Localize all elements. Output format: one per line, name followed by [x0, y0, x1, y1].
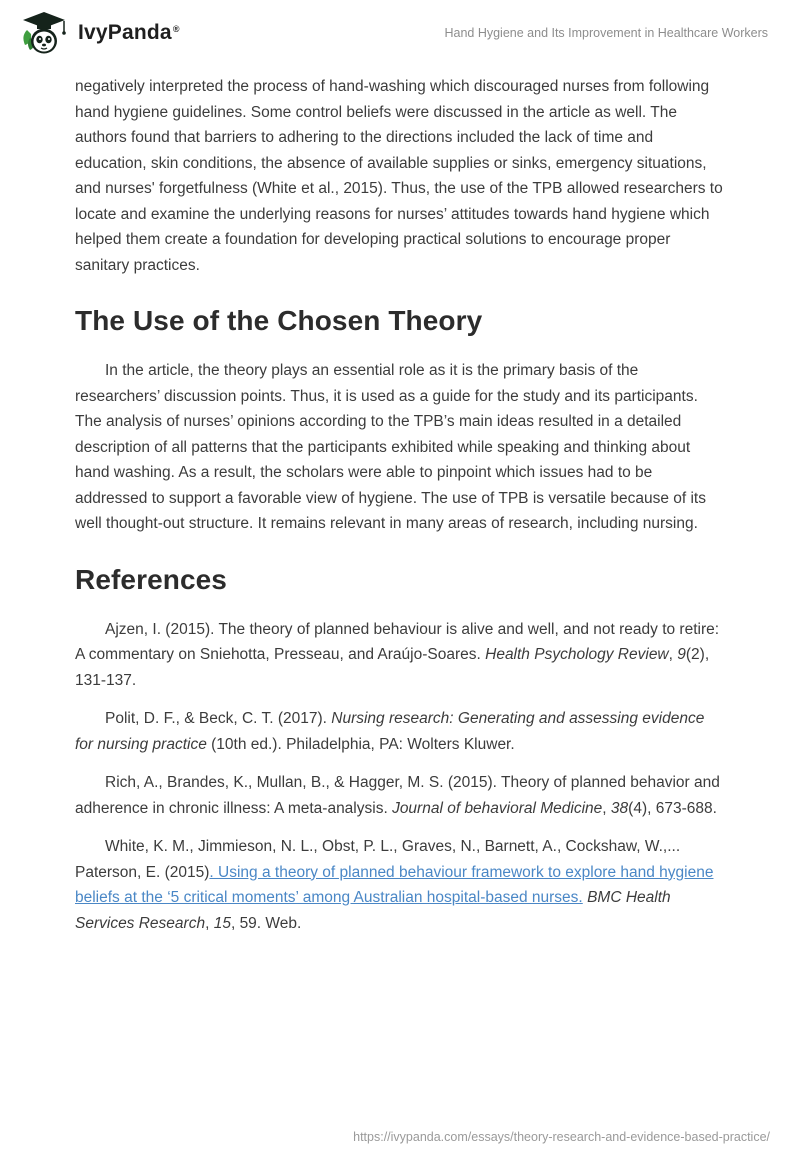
text-run: Ajzen, I. (2015). The theory of planned behaviour is alive and well, and not ready to retire: A commentary on Sniehotta, Presseau, and Araújo-Soares. — [75, 620, 720, 663]
italic-text: Nursing research: Generating and assessing evidence for nursing practice — [75, 710, 705, 753]
text-run: White, K. M., Jimmieson, N. L., Obst, P. L., Graves, N., Barnett, A., Cockshaw, W.,... Paterson, E. (2015) — [75, 838, 681, 881]
reference-entry — [75, 770, 726, 821]
brand-name: IvyPanda — [78, 21, 172, 44]
paragraph-continuation: negatively interpreted the process of hand-washing which discouraged nurses from following hand hygiene guidelines. Some control beliefs were discussed in the article as well. The authors found that barriers to adhering to the directions included the lack of time and education, skin conditions, the absence of available supplies or sinks, emergency situations, and nurses' forgetfulness (White et al., 2015). Thus, the use of the TPB allowed researchers to locate and examine the underlying reasons for nurses’ attitudes towards hand hygiene which helped them create a foundation for developing practical solutions to encourage proper sanitary practices. — [75, 78, 723, 274]
ivypanda-panda-logo-icon — [20, 10, 68, 56]
italic-text: 38 — [610, 799, 629, 817]
text-run: (10th ed.). Philadelphia, PA: Wolters Kluwer. — [206, 735, 515, 753]
italic-text: 15 — [213, 914, 231, 932]
reference-entry — [75, 617, 726, 694]
reference-entry — [75, 706, 726, 757]
reference-link[interactable]: . Using a theory of planned behaviour framework to explore hand hygiene beliefs at the ‘5 critical moments’ among Australian hospital-based nurses. — [75, 863, 714, 906]
text-run: , — [668, 646, 678, 663]
text-run: (4), 673-688. — [628, 799, 717, 817]
text-run: , — [205, 914, 214, 932]
reference-entry — [75, 834, 726, 936]
brand-logo-link[interactable] — [20, 10, 179, 56]
footer — [353, 1130, 770, 1144]
italic-text: Journal of behavioral Medicine — [392, 799, 603, 817]
text-run: , — [602, 799, 611, 817]
article-content — [0, 62, 800, 936]
document-title: Hand Hygiene and Its Improvement in Healthcare Workers — [444, 26, 768, 40]
text-run: Rich, A., Brandes, K., Mullan, B., & Hagger, M. S. (2015). Theory of planned behavior and adherence in chronic illness: A meta-analysis. — [75, 774, 720, 817]
section-heading-use-of-theory: The Use of the Chosen Theory — [75, 305, 483, 336]
italic-text: BMC Health Services Research — [75, 889, 671, 932]
header — [0, 0, 800, 62]
paragraph-section1: In the article, the theory plays an essential role as it is the primary basis of the researchers’ discussion points. Thus, it is used as a guide for the study and its participants. The analysis of nurses’ opinions according to the TPB’s main ideas resulted in a detailed description of all patterns that the participants exhibited while speaking and thinking about hand washing. As a result, the scholars were able to pinpoint which issues had to be addressed to support a favorable view of hygiene. The use of TPB is versatile because of its well thought-out structure. It remains relevant in many areas of research, including nursing. — [75, 362, 706, 532]
source-url: https://ivypanda.com/essays/theory-research-and-evidence-based-practice/ — [353, 1130, 770, 1144]
italic-text: 9 — [677, 646, 686, 663]
italic-text: Health Psychology Review — [485, 646, 669, 663]
text-run: Polit, D. F., & Beck, C. T. (2017). — [105, 710, 332, 727]
registered-mark: ® — [172, 24, 180, 34]
section-heading-references: References — [75, 563, 227, 595]
text-run: (2), 131-137. — [75, 646, 710, 689]
text-run: , 59. Web. — [230, 914, 302, 932]
